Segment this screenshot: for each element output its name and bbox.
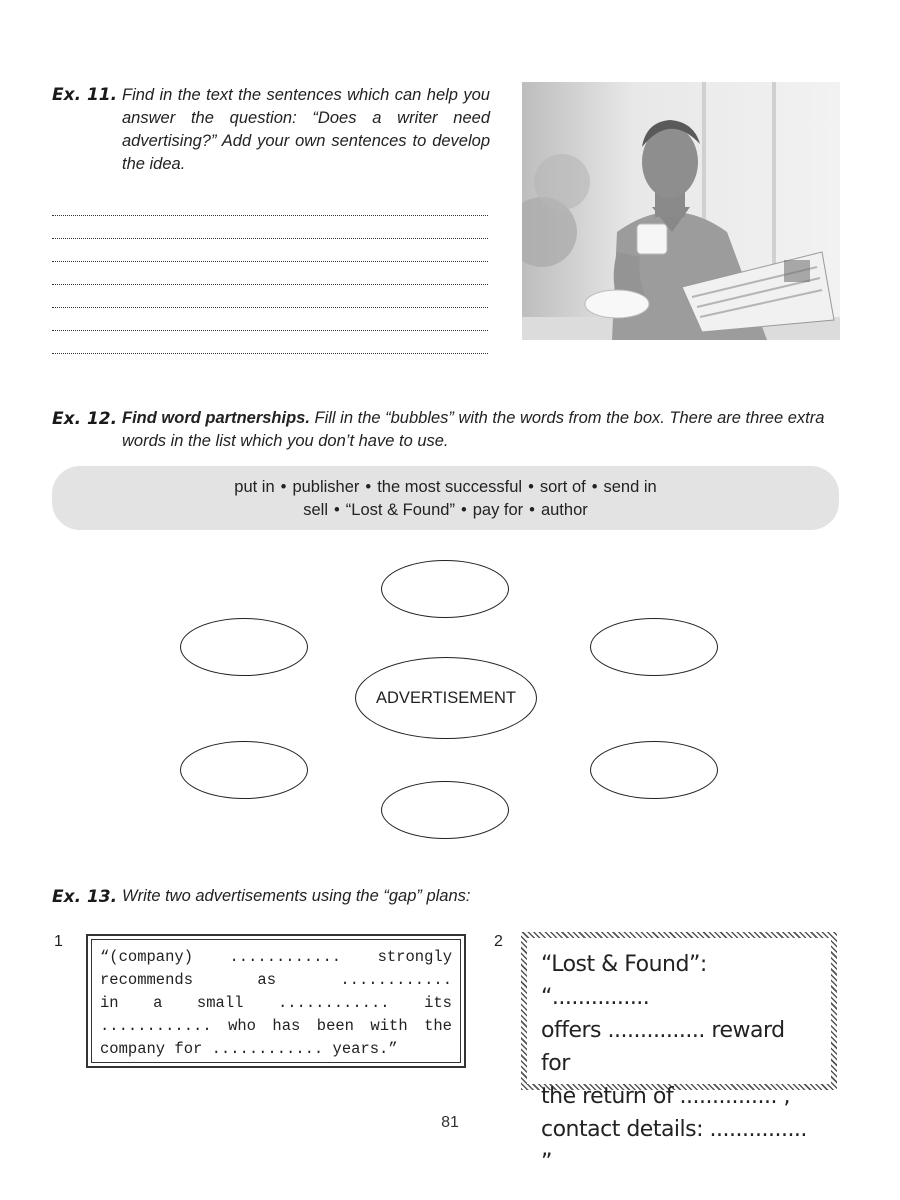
- answer-line[interactable]: [52, 307, 488, 308]
- exercise-11-label: Ex. 11.: [52, 85, 118, 105]
- bullet-separator: •: [529, 501, 535, 519]
- answer-line[interactable]: [52, 261, 488, 262]
- plan-number-2: 2: [494, 933, 503, 950]
- word-item: “Lost & Found”: [345, 501, 455, 519]
- bubble-top[interactable]: [381, 560, 509, 618]
- word-item: sell: [303, 501, 329, 519]
- gap-plan-2: [521, 932, 837, 1175]
- word-row-2: [52, 499, 839, 522]
- word-item: sort of: [539, 478, 586, 496]
- word-box: [52, 466, 839, 530]
- bullet-separator: •: [365, 478, 372, 496]
- gap-plan-line: contact details: ............... ”: [541, 1117, 807, 1175]
- bullet-separator: •: [280, 478, 287, 496]
- gap-plan-line: the return of ............... ,: [541, 1084, 790, 1109]
- word-item: put in: [234, 478, 275, 496]
- word-item: the most successful: [377, 478, 523, 496]
- answer-line[interactable]: [52, 215, 488, 216]
- bullet-separator: •: [460, 501, 467, 519]
- exercise-12-label: Ex. 12.: [52, 409, 118, 429]
- gap-plan-line: “Lost & Found”: “...............: [541, 952, 707, 1010]
- bubble-upper-right[interactable]: [590, 618, 718, 676]
- page-number: 81: [441, 1114, 459, 1131]
- answer-line[interactable]: [52, 330, 488, 331]
- bullet-separator: •: [591, 478, 598, 496]
- plan-number-1: 1: [54, 933, 63, 950]
- bubble-center: [355, 657, 537, 739]
- exercise-13-label: Ex. 13.: [52, 887, 118, 907]
- bubble-lower-right[interactable]: [590, 741, 718, 799]
- gap-plan-1-text: [91, 939, 461, 1063]
- word-item: publisher: [292, 478, 360, 496]
- bubble-lower-left[interactable]: [180, 741, 308, 799]
- exercise-12-text: Fill in the “bubbles” with the words from the box. There are three extra words in the list which you don’t have to use.: [122, 409, 825, 450]
- gap-plan-2-text: [541, 948, 817, 1179]
- gap-plan-line: “(company) ............ strongly: [100, 948, 452, 966]
- gap-plan-1: [86, 934, 466, 1068]
- bullet-separator: •: [528, 478, 534, 496]
- word-item: pay for: [472, 501, 524, 519]
- photo-man-reading-newspaper: [522, 82, 840, 340]
- bubble-bottom[interactable]: [381, 781, 509, 839]
- word-item: author: [540, 501, 588, 519]
- exercise-11-instructions: Find in the text the sentences which can help you answer the question: “Does a writer need advertising?” Add your own sentences to develop the idea.: [122, 86, 490, 173]
- gap-plan-line: company for ............ years.”: [100, 1040, 398, 1058]
- word-item: send in: [603, 478, 657, 496]
- answer-line[interactable]: [52, 353, 488, 354]
- answer-line[interactable]: [52, 238, 488, 239]
- gap-plan-line: recommends as ............: [100, 971, 452, 989]
- gap-plan-line: offers ............... reward for: [541, 1018, 785, 1076]
- exercise-12-instructions: [122, 407, 842, 453]
- gap-plan-line: in a small ............ its: [100, 994, 452, 1012]
- center-word: ADVERTISEMENT: [376, 688, 516, 707]
- word-row-1: [52, 476, 839, 499]
- exercise-13-instructions: Write two advertisements using the “gap” plans:: [122, 887, 471, 905]
- gap-plan-line: ............ who has been with the: [100, 1017, 452, 1035]
- bubble-upper-left[interactable]: [180, 618, 308, 676]
- exercise-12-bold-heading: Find word partnerships.: [122, 409, 310, 427]
- answer-line[interactable]: [52, 284, 488, 285]
- bullet-separator: •: [334, 501, 340, 519]
